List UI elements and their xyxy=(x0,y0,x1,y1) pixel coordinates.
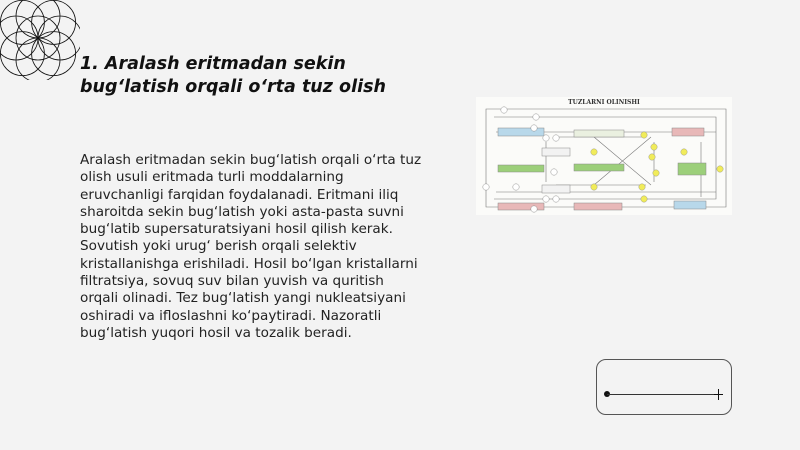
diagram-drawing xyxy=(476,97,732,215)
diagram-title: TUZLARNI OLINISHI xyxy=(568,99,640,106)
slide-title: 1. Aralash eritmadan sekin bug‘latish orqali o‘rta tuz olish xyxy=(80,54,386,97)
plus-icon-bar xyxy=(714,394,723,395)
progress-track[interactable] xyxy=(607,394,719,395)
circular-line-ornament-icon xyxy=(0,0,80,80)
salt-preparation-diagram xyxy=(476,97,732,215)
audio-player[interactable] xyxy=(596,359,732,415)
slide-body-text: Aralash eritmadan sekin bug‘latish orqali o‘rta tuz olish usuli eritmada turli moddalarning eruvchanligi farqidan foydalanadi. Eritmani iliq sharoitda sekin bug‘latish yoki asta-pasta suvni bug‘latib supersaturatsiyani hosil qilish kerak. Sovutish yoki urug‘ berish orqali selektiv kristallanishga erishiladi. Hosil bo‘lgan kristallarni filtratsiya, sovuq suv bilan yuvish va quritish orqali olinadi. Tez bug‘latish yangi nukleatsiyani oshiradi va ifloslashni ko‘paytiradi. Nazoratli bug‘latish yuqori hosil va tozalik beradi. xyxy=(80,152,422,341)
